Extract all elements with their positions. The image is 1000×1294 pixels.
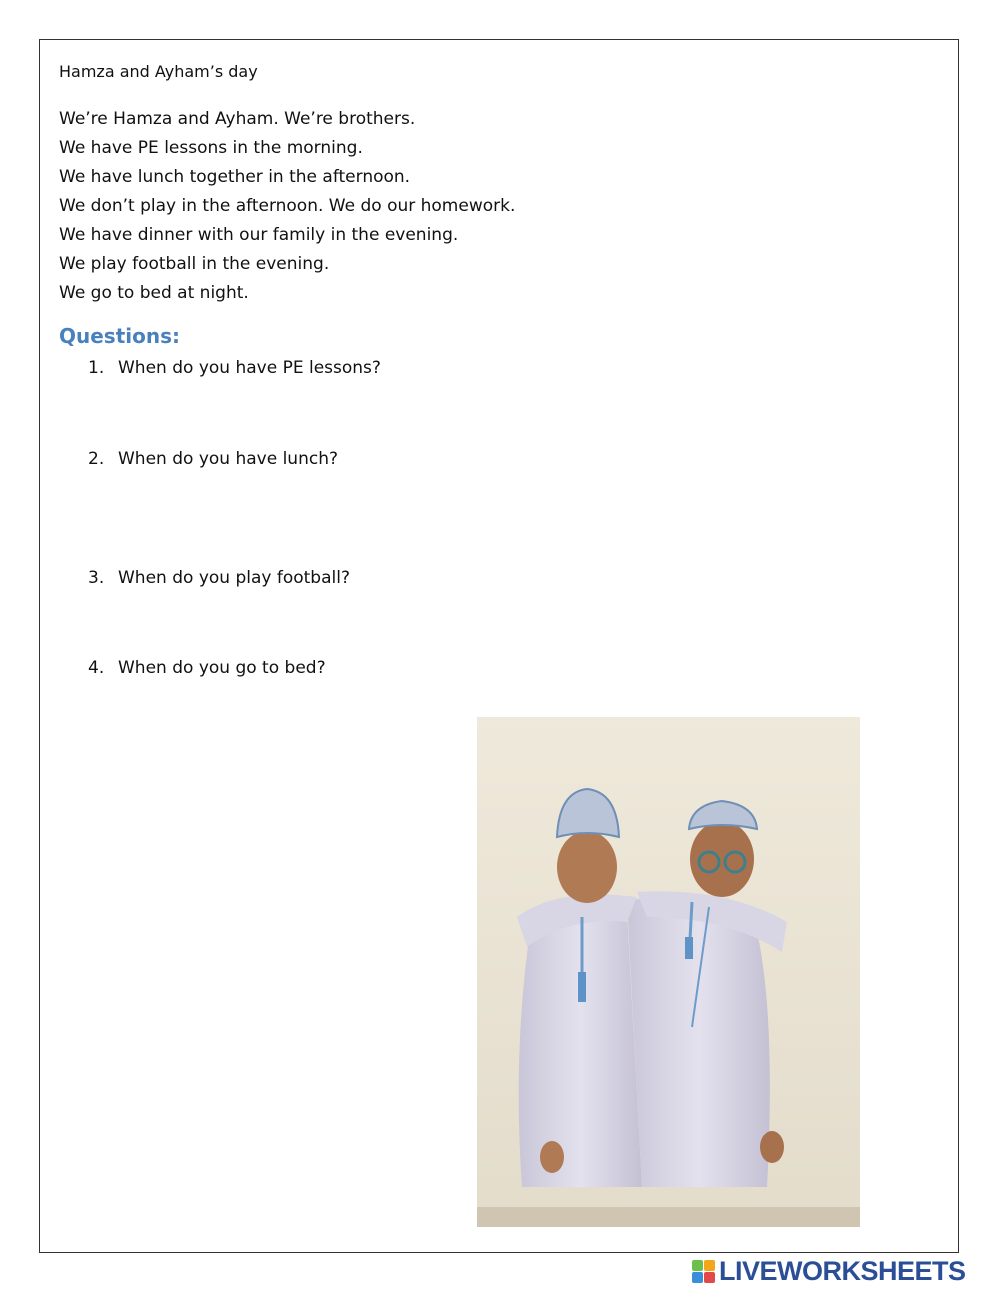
liveworksheets-brand[interactable] <box>692 1255 966 1287</box>
question-number: 4. <box>88 658 105 678</box>
passage-line: We go to bed at night. <box>59 283 249 303</box>
passage-line: We play football in the evening. <box>59 254 330 274</box>
question-number: 3. <box>88 568 105 588</box>
worksheet-title: Hamza and Ayham’s day <box>59 62 258 81</box>
brothers-photo <box>477 717 860 1227</box>
question-3 <box>88 568 350 588</box>
liveworksheets-logo-icon <box>692 1260 715 1283</box>
question-1 <box>88 358 381 378</box>
passage-line: We don’t play in the afternoon. We do our homework. <box>59 196 516 216</box>
passage-line: We’re Hamza and Ayham. We’re brothers. <box>59 109 416 129</box>
question-text: When do you have lunch? <box>118 449 338 469</box>
question-text: When do you play football? <box>118 568 350 588</box>
question-2 <box>88 449 338 469</box>
passage-line: We have lunch together in the afternoon. <box>59 167 411 187</box>
question-number: 2. <box>88 449 105 469</box>
question-text: When do you go to bed? <box>118 658 326 678</box>
question-text: When do you have PE lessons? <box>118 358 381 378</box>
passage-line: We have dinner with our family in the evening. <box>59 225 459 245</box>
question-number: 1. <box>88 358 105 378</box>
brand-name: LIVEWORKSHEETS <box>719 1255 966 1286</box>
questions-heading: Questions: <box>59 324 181 348</box>
question-4 <box>88 658 326 678</box>
reading-passage <box>59 105 515 308</box>
passage-line: We have PE lessons in the morning. <box>59 138 363 158</box>
